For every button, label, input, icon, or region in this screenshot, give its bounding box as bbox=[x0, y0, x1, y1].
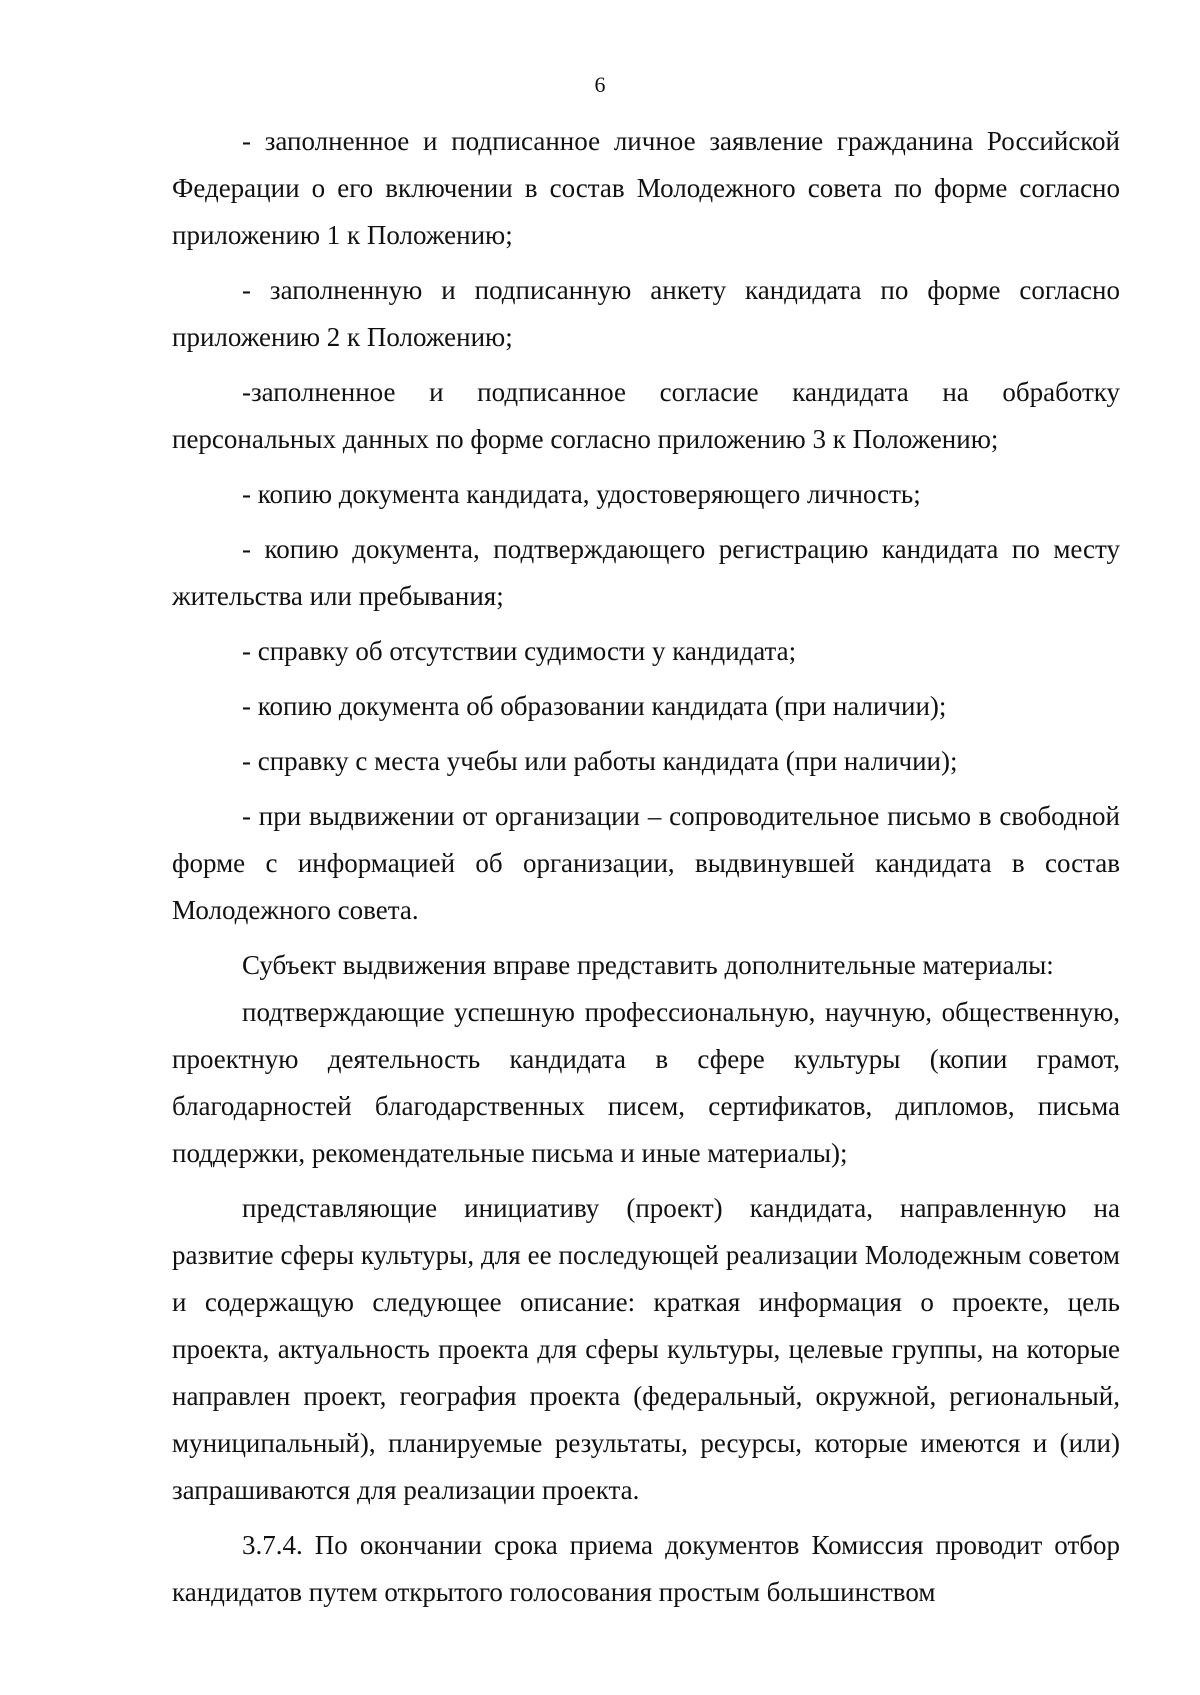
paragraph-confirming-activity: подтверждающие успешную профессиональную, научную, общественную, проектную деятельность кандидата в сфере культуры (копии грамот, благодарностей благодарственных писем, сертификатов, дипломов, письма поддержки, рекомендательные письма и иные материалы); bbox=[172, 997, 1120, 1168]
paragraph-cover-letter: - при выдвижении от организации – сопроводительное письмо в свободной форме с информацией об организации, выдвинувшей кандидата в состав Молодежного совета. bbox=[172, 801, 1120, 925]
paragraph-application-statement: - заполненное и подписанное личное заявление гражданина Российской Федерации о его включении в состав Молодежного совета по форме согласно приложению 1 к Положению; bbox=[172, 126, 1120, 250]
paragraph-candidate-questionnaire: - заполненную и подписанную анкету кандидата по форме согласно приложению 2 к Положению; bbox=[172, 275, 1120, 352]
page-number: 6 bbox=[594, 72, 606, 97]
document-body bbox=[172, 118, 1120, 1616]
paragraph-study-work-certificate: - справку с места учебы или работы кандидата (при наличии); bbox=[242, 746, 958, 776]
paragraph-registration-document: - копию документа, подтверждающего регистрацию кандидата по месту жительства или пребывания; bbox=[172, 534, 1120, 611]
paragraph-identity-document: - копию документа кандидата, удостоверяющего личность; bbox=[242, 479, 921, 509]
paragraph-initiative-project: представляющие инициативу (проект) кандидата, направленную на развитие сферы культуры, для ее последующей реализации Молодежным советом и содержащую следующее описание: краткая информация о проекте, цель проекта, актуальность проекта для сферы культуры, целевые группы, на которые направлен проект, география проекта (федеральный, окружной, региональный, муниципальный), планируемые результаты, ресурсы, которые имеются и (или) запрашиваются для реализации проекта. bbox=[172, 1193, 1120, 1505]
paragraph-no-criminal-record: - справку об отсутствии судимости у кандидата; bbox=[242, 636, 797, 666]
paragraph-section-3-7-4: 3.7.4. По окончании срока приема документов Комиссия проводит отбор кандидатов путем открытого голосования простым большинством bbox=[172, 1530, 1120, 1607]
paragraph-additional-materials: Субъект выдвижения вправе представить дополнительные материалы: bbox=[242, 950, 1054, 980]
paragraph-education-document: - копию документа об образовании кандидата (при наличии); bbox=[242, 691, 947, 721]
paragraph-personal-data-consent: -заполненное и подписанное согласие кандидата на обработку персональных данных по форме согласно приложению 3 к Положению; bbox=[172, 377, 1120, 454]
